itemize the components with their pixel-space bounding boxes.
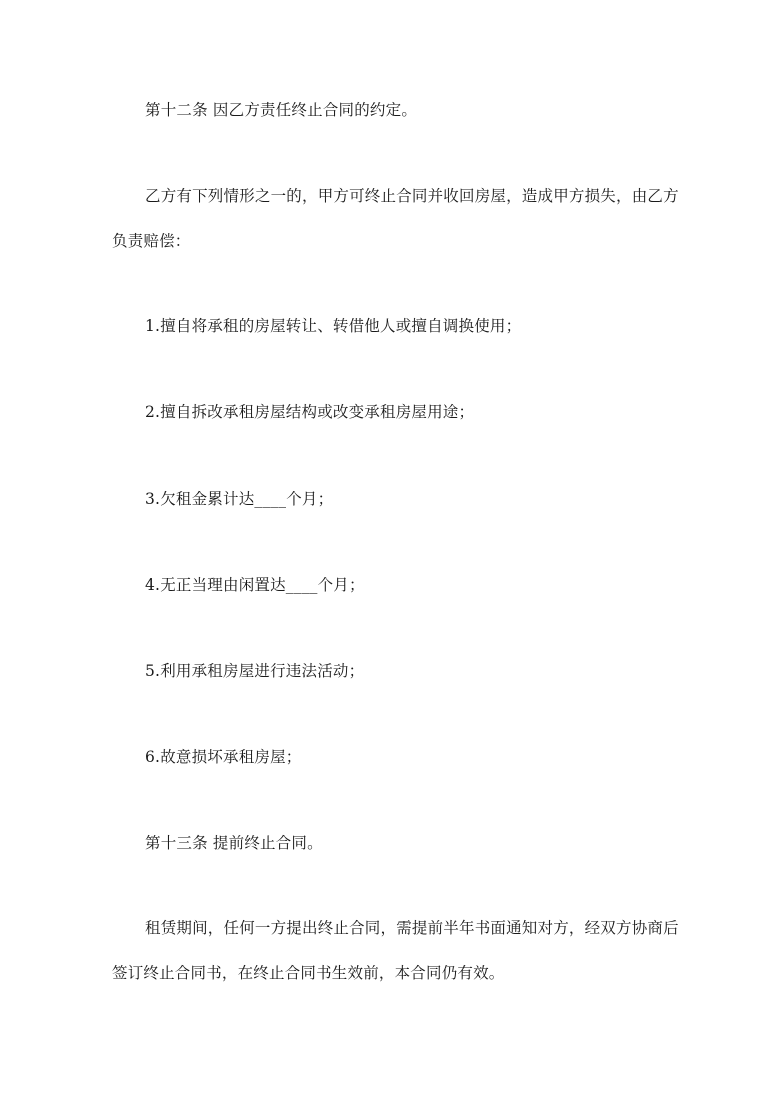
article-13-title: 第十三条 提前终止合同。: [145, 834, 323, 852]
article-13-body-line-2: 签订终止合同书，在终止合同书生效前，本合同仍有效。: [112, 964, 505, 982]
list-item-1: 1.擅自将承租的房屋转让、转借他人或擅自调换使用；: [145, 317, 522, 335]
list-item-3: 3.欠租金累计达____个月；: [145, 490, 334, 508]
article-13-body-line-1: 租赁期间，任何一方提出终止合同，需提前半年书面通知对方，经双方协商后: [145, 919, 679, 937]
article-12-intro-line-2: 负责赔偿：: [112, 232, 191, 250]
list-item-6: 6.故意损坏承租房屋；: [145, 748, 302, 766]
article-12-intro-line-1: 乙方有下列情形之一的，甲方可终止合同并收回房屋，造成甲方损失，由乙方: [145, 187, 679, 205]
article-12-title: 第十二条 因乙方责任终止合同的约定。: [145, 101, 418, 119]
list-item-4: 4.无正当理由闲置达____个月；: [145, 576, 365, 594]
list-item-2: 2.擅自拆改承租房屋结构或改变承租房屋用途；: [145, 403, 475, 421]
list-item-5: 5.利用承租房屋进行违法活动；: [145, 662, 365, 680]
